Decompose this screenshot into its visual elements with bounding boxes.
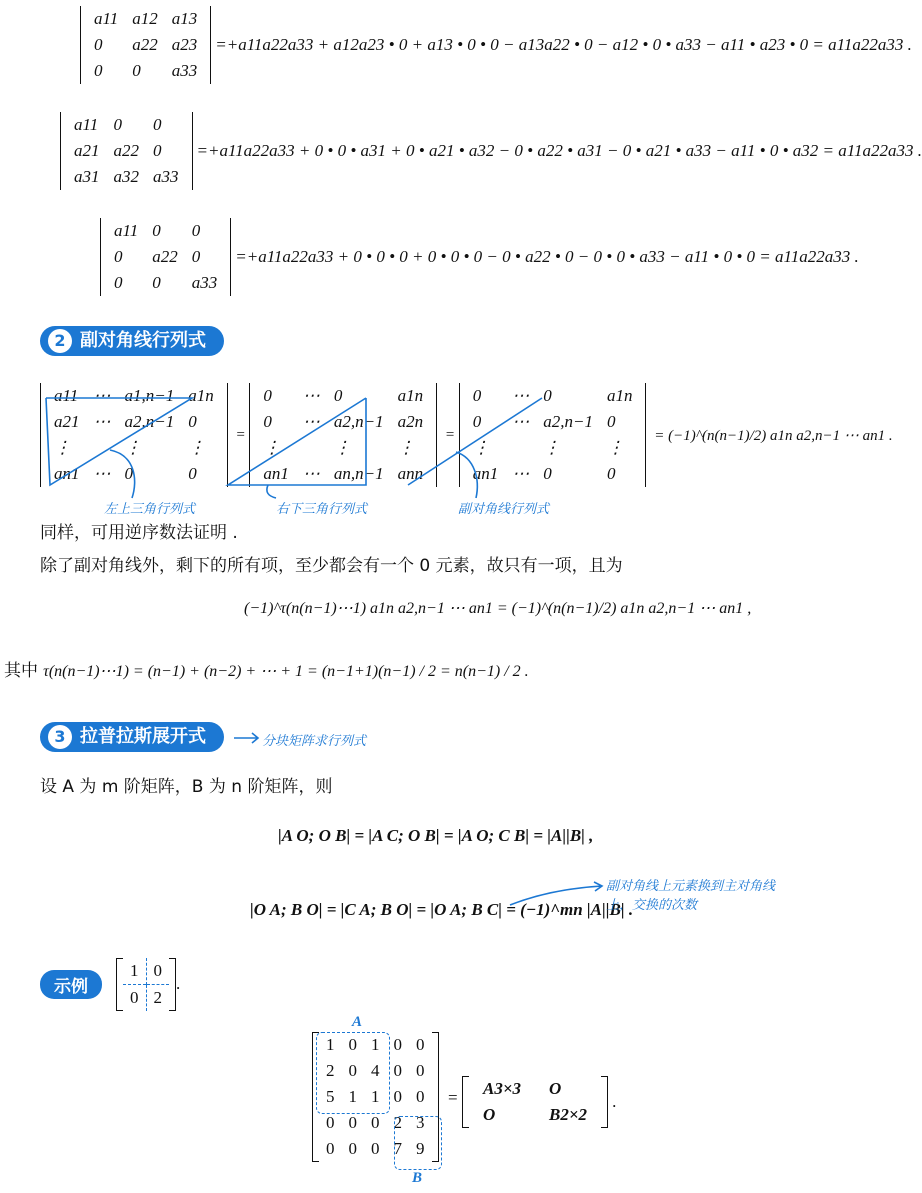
label-B: B xyxy=(412,1170,423,1186)
det-diag-expansion: =+a11a22a33 + 0 • 0 • 0 + 0 • 0 • 0 − 0 • a22 • 0 − 0 • 0 • a33 − a11 • 0 • 0 = a11a22a33 . xyxy=(235,247,859,266)
example-big-matrix: 1 0 1 0 0 2 0 4 0 0 5 1 1 0 0 0 0 0 2 3 0 0 0 7 9 xyxy=(312,1032,439,1162)
laplace-formula-1: |A O; O B| = |A C; O B| = |A O; C B| = |A||B| , xyxy=(278,826,594,845)
formula-tau-prefix: 其中 xyxy=(4,661,38,681)
pointer-arrow-2 xyxy=(267,485,276,498)
text-same: 同样，可用逆序数法证明 . xyxy=(40,523,238,543)
det-diag-matrix: a11 0 0 0 a22 0 0 0 a33 xyxy=(100,218,231,296)
antidiag-result: = (−1)^(n(n−1)/2) a1n a2,n−1 ⋯ an1 . xyxy=(654,427,893,444)
note-lower-right: 右下三角行列式 xyxy=(276,502,368,517)
block-A-outline xyxy=(316,1032,390,1114)
text-except: 除了副对角线外，剩下的所有项，至少都会有一个 0 元素，故只有一项，且为 xyxy=(40,556,623,576)
example-badge: 示例 xyxy=(40,970,102,999)
antidiag-line: a11 ⋯ a1,n−1 a1n a21 ⋯ a2,n−1 0 ⋮ ⋮ ⋮ an1 ⋯ 0 0 = 0 ⋯ 0 a1n 0 ⋯ a2,n−1 a2n ⋮ ⋮ ⋮ an1 ⋯ an,n−1 ann = 0 ⋯ 0 a1n 0 ⋯ a2,n−1 0 ⋮ ⋮ ⋮ an1 ⋯ 0 0 = (−1)^(n(n−1)/2) a1n a2,n−1 ⋯ an1 . xyxy=(40,383,893,487)
det-diag-line xyxy=(100,218,859,296)
note-upper-left: 左上三角行列式 xyxy=(104,502,196,517)
triangle-lower-right xyxy=(228,398,366,485)
det-lower-matrix: a11 0 0 a21 a22 0 a31 a32 a33 xyxy=(60,112,193,190)
antidiag-matrix-3: 0 ⋯ 0 a1n 0 ⋯ a2,n−1 0 ⋮ ⋮ ⋮ an1 ⋯ 0 0 xyxy=(459,383,647,487)
antidiag-matrix-2: 0 ⋯ 0 a1n 0 ⋯ a2,n−1 a2n ⋮ ⋮ ⋮ an1 ⋯ an,n−1 ann xyxy=(249,383,437,487)
pointer-arrow-3 xyxy=(456,452,477,498)
laplace-formula-2: |O A; B O| = |C A; B O| = |O A; B C| = (−1)^mn |A||B| . xyxy=(250,900,634,919)
formula-tau-body: τ(n(n−1)⋯1) = (n−1) + (n−2) + ⋯ + 1 = (n−1+1)(n−1) / 2 = n(n−1) / 2 . xyxy=(43,663,529,680)
laplace-note-arrow-icon xyxy=(508,880,608,910)
antidiag-matrix-1: a11 ⋯ a1,n−1 a1n a21 ⋯ a2,n−1 0 ⋮ ⋮ ⋮ an1 ⋯ 0 0 xyxy=(40,383,228,487)
section-2-title: 副对角线行列式 xyxy=(80,330,206,351)
laplace-note: 副对角线上元素换到主对角线上，交换的次数 xyxy=(606,879,776,913)
section-2-heading xyxy=(40,326,224,356)
section-2-number: 2 xyxy=(48,329,72,353)
section-3-title: 拉普拉斯展开式 xyxy=(80,726,206,747)
det-upper-line xyxy=(80,6,912,84)
formula-tau-line xyxy=(4,656,529,681)
example-block-matrix: A3×3 O O B2×2 . xyxy=(462,1076,616,1128)
det-lower-line xyxy=(60,112,922,190)
block-B-outline xyxy=(394,1116,442,1170)
det-lower-expansion: =+a11a22a33 + 0 • 0 • a31 + 0 • a21 • a32 − 0 • a22 • a31 − 0 • a21 • a33 − a11 • 0 • a32 = a11a22a33 . xyxy=(196,141,922,160)
triangle-upper-left xyxy=(46,398,192,485)
section-3-number: 3 xyxy=(48,725,72,749)
label-A: A xyxy=(352,1014,363,1030)
formula-tau-term: (−1)^τ(n(n−1)⋯1) a1n a2,n−1 ⋯ an1 = (−1)^(n(n−1)/2) a1n a2,n−1 ⋯ an1 , xyxy=(244,600,752,617)
example-small-matrix: 1 0 0 2 . xyxy=(116,958,180,1011)
section-3-heading xyxy=(40,722,224,752)
det-upper-expansion: =+a11a22a33 + a12a23 • 0 + a13 • 0 • 0 − a13a22 • 0 − a12 • 0 • a33 − a11 • a23 • 0 = a11a22a33 . xyxy=(215,35,912,54)
section-3-note: 分块矩阵求行列式 xyxy=(262,734,367,749)
section-3-arrow-icon xyxy=(232,730,262,746)
pointer-arrow-1 xyxy=(110,450,135,498)
note-antidiag: 副对角线行列式 xyxy=(458,502,550,517)
text-let: 设 A 为 m 阶矩阵，B 为 n 阶矩阵，则 xyxy=(40,777,333,797)
example-equals: = xyxy=(448,1088,458,1107)
det-upper-matrix: a11 a12 a13 0 a22 a23 0 0 a33 xyxy=(80,6,211,84)
